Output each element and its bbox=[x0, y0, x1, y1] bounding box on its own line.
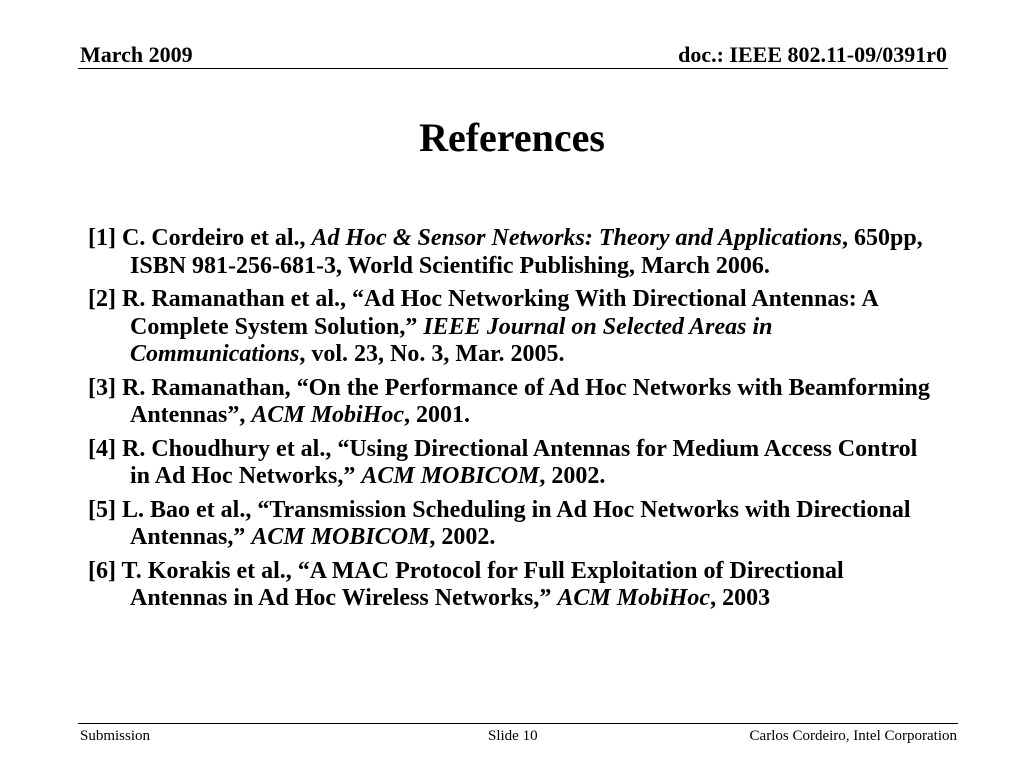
reference-item-2 bbox=[88, 286, 938, 369]
reference-item-4 bbox=[88, 436, 938, 491]
reference-details: , 2001. bbox=[404, 402, 471, 428]
reference-venue: ACM MOBICOM bbox=[361, 463, 540, 489]
footer-divider bbox=[78, 723, 958, 724]
reference-authors-title: [4] R. Choudhury et al., “Using Directional Antennas for Medium Access Control in Ad Hoc Networks,” bbox=[88, 435, 918, 489]
reference-list bbox=[88, 225, 938, 619]
header-document-id: doc.: IEEE 802.11-09/0391r0 bbox=[678, 42, 947, 67]
reference-venue: ACM MobiHoc bbox=[251, 402, 405, 428]
reference-details: , 2003 bbox=[710, 585, 771, 611]
reference-authors-title: [6] T. Korakis et al., “A MAC Protocol for Full Exploitation of Directional Antennas in Ad Hoc Wireless Networks,” bbox=[88, 557, 844, 611]
reference-details: , 2002. bbox=[429, 524, 496, 550]
reference-details: , 2002. bbox=[539, 463, 606, 489]
reference-venue: IEEE Journal on Selected Areas in Communications bbox=[130, 313, 773, 367]
reference-authors-title: [1] C. Cordeiro et al., bbox=[88, 225, 312, 251]
footer-slide-number: Slide 10 bbox=[488, 728, 538, 744]
reference-item-1 bbox=[88, 225, 938, 280]
reference-authors-title: [5] L. Bao et al., “Transmission Scheduling in Ad Hoc Networks with Directional Antennas,” bbox=[88, 496, 911, 550]
header-date: March 2009 bbox=[80, 42, 193, 67]
reference-venue: Ad Hoc & Sensor Networks: Theory and Applications bbox=[311, 225, 842, 251]
footer-submission-label: Submission bbox=[80, 728, 151, 744]
slide-title: References bbox=[419, 115, 605, 160]
reference-details: , vol. 23, No. 3, Mar. 2005. bbox=[299, 341, 565, 367]
reference-details: , 650pp, ISBN 981-256-681-3, World Scientific Publishing, March 2006. bbox=[130, 225, 923, 279]
reference-item-3 bbox=[88, 375, 938, 430]
header-divider bbox=[78, 68, 948, 69]
reference-authors-title: [3] R. Ramanathan, “On the Performance of Ad Hoc Networks with Beamforming Antennas”, bbox=[88, 374, 930, 428]
reference-item-5 bbox=[88, 497, 938, 552]
reference-venue: ACM MobiHoc bbox=[557, 585, 711, 611]
reference-authors-title: [2] R. Ramanathan et al., “Ad Hoc Networking With Directional Antennas: A Complete System Solution,” bbox=[88, 286, 878, 340]
reference-item-6 bbox=[88, 558, 938, 613]
footer-author: Carlos Cordeiro, Intel Corporation bbox=[749, 728, 957, 744]
reference-venue: ACM MOBICOM bbox=[251, 524, 430, 550]
